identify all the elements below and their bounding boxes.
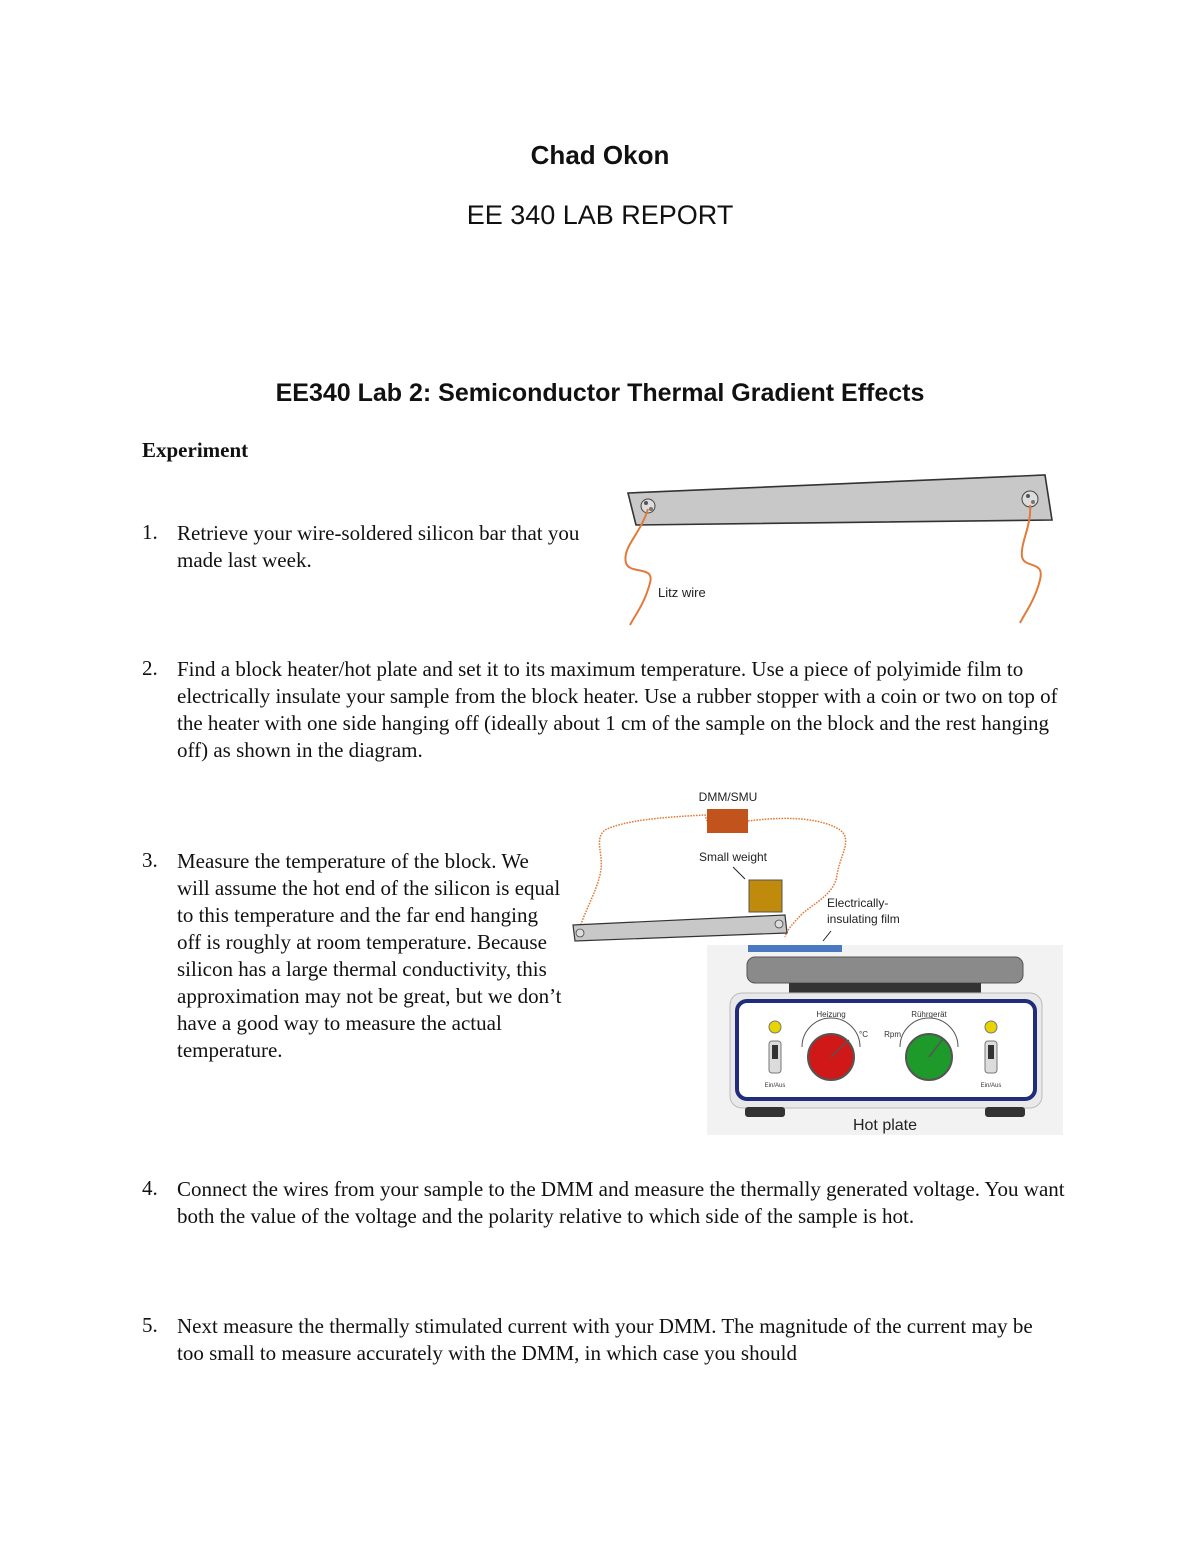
step-2-number: 2.: [142, 656, 158, 680]
indicator-light-left: [769, 1021, 781, 1033]
switch-left-label: Ein/Aus: [764, 1083, 786, 1089]
bar-joint-right: [775, 920, 783, 928]
hot-plate-caption: Hot plate: [852, 1117, 918, 1134]
report-title: EE 340 LAB REPORT: [466, 200, 734, 230]
silicon-bar: [628, 475, 1052, 525]
litz-wire-left: [625, 509, 650, 625]
weight-label: Small weight: [698, 850, 768, 864]
solder-joint-right: [1022, 491, 1038, 507]
silicon-bar-on-plate: [573, 915, 787, 941]
lab-title: EE340 Lab 2: Semiconductor Thermal Gradient Effects: [275, 379, 925, 407]
weight-pointer: [733, 867, 745, 879]
hot-plate-setup-figure: [565, 785, 1065, 1140]
step-4-number: 4.: [142, 1176, 158, 1200]
step-1-number: 1.: [142, 520, 158, 544]
step-2-text: Find a block heater/hot plate and set it to its maximum temperature. Use a piece of polyimide film to electrically insulate your sample from the block heater. Use a rubber stopper with a coin or two on top of the heater with one side hanging off (ideally about 1 cm of the sample on the block and the rest hanging off) as shown in the diagram.: [177, 657, 1058, 762]
stirrer-label: Rührgerät: [911, 1010, 947, 1019]
hot-plate-neck: [789, 983, 981, 993]
dmm-box: [707, 809, 748, 833]
section-heading: Experiment: [142, 438, 249, 462]
celsius-label: °C: [859, 1030, 868, 1039]
step-3-text: Measure the temperature of the block. We will assume the hot end of the silicon is equal to this temperature and the far end hanging off is roughly at room temperature. Because silicon has a large thermal conductivity, this approximation may not be great, but we don’t have a good way to measure the actual temperature.: [177, 849, 562, 1062]
step-3-number: 3.: [142, 848, 158, 872]
switch-left-toggle: [772, 1045, 778, 1059]
film-label-line-1: Electrically-: [827, 896, 889, 910]
step-1-text: Retrieve your wire-soldered silicon bar that you made last week.: [177, 521, 580, 572]
dmm-label: DMM/SMU: [698, 790, 758, 804]
silicon-bar-figure: [600, 465, 1080, 635]
film-pointer: [823, 931, 831, 941]
litz-wire-right: [1020, 505, 1041, 623]
rpm-label: Rpm: [884, 1030, 901, 1039]
hot-plate-foot-left: [745, 1107, 785, 1117]
small-weight: [749, 880, 782, 912]
switch-right-label: Ein/Aus: [980, 1083, 1002, 1089]
dmm-wire-left: [578, 815, 707, 933]
insulating-film: [748, 945, 842, 952]
author-name: Chad Okon: [530, 140, 670, 170]
step-4-text: Connect the wires from your sample to the DMM and measure the thermally generated voltage. You want both the value of the voltage and the polarity relative to which side of the sample is hot.: [177, 1177, 1065, 1228]
hot-plate-foot-right: [985, 1107, 1025, 1117]
bar-joint-left: [576, 929, 584, 937]
switch-right-toggle: [988, 1045, 994, 1059]
litz-wire-label: Litz wire: [658, 585, 706, 600]
heater-label: Heizung: [816, 1010, 846, 1019]
hot-plate-top: [747, 957, 1023, 983]
step-5-text: Next measure the thermally stimulated current with your DMM. The magnitude of the current may be too small to measure accurately with the DMM, in which case you should: [177, 1314, 1033, 1365]
step-5-number: 5.: [142, 1313, 158, 1337]
film-label-line-2: insulating film: [827, 912, 900, 926]
indicator-light-right: [985, 1021, 997, 1033]
